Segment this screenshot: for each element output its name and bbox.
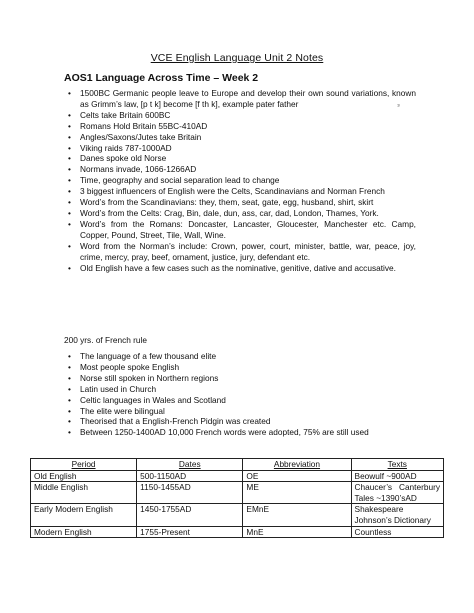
list-item: • Romans Hold Britain 55BC-410AD (64, 121, 416, 132)
cell-period: Early Modern English (31, 504, 137, 526)
aos-bullet-list (64, 88, 416, 273)
cell-period: Modern English (31, 526, 137, 538)
list-item: • Norse still spoken in Northern regions (64, 373, 416, 384)
cell-texts: Chaucer’s Canterbury Tales ~1390’sAD (351, 482, 443, 504)
cell-dates: 1755-Present (137, 526, 243, 538)
list-item: • Most people spoke English (64, 362, 416, 373)
list-item: • Angles/Saxons/Jutes take Britain (64, 132, 416, 143)
header-abbreviation: Abbreviation (243, 459, 351, 471)
list-item: • The language of a few thousand elite (64, 351, 416, 362)
cell-period: Middle English (31, 482, 137, 504)
table-row (31, 482, 444, 504)
table-row (31, 470, 444, 482)
pronunciation-mark: ₃ (397, 101, 400, 108)
table-header-row (31, 459, 444, 471)
list-item: • 3 biggest influencers of English were the Celts, Scandinavians and Norman French (64, 186, 416, 197)
list-item: • Danes spoke old Norse (64, 153, 416, 164)
cell-abbreviation: EMnE (243, 504, 351, 526)
cell-dates: 1150-1455AD (137, 482, 243, 504)
list-item: • The elite were bilingual (64, 406, 416, 417)
list-item: • Old English have a few cases such as the nominative, genitive, dative and accusative. (64, 263, 416, 274)
french-bullet-list (64, 351, 416, 438)
list-item: • Word’s from the Scandinavians: they, them, seat, gate, egg, husband, shirt, skirt (64, 197, 416, 208)
table-row (31, 526, 444, 538)
cell-texts: Countless (351, 526, 443, 538)
section-heading: AOS1 Language Across Time – Week 2 (64, 72, 259, 84)
list-item: • Normans invade, 1066-1266AD (64, 164, 416, 175)
cell-abbreviation: ME (243, 482, 351, 504)
header-dates: Dates (137, 459, 243, 471)
list-item: • Celtic languages in Wales and Scotland (64, 395, 416, 406)
list-item: • Theorised that a English-French Pidgin was created (64, 416, 416, 427)
french-rule-intro: 200 yrs. of French rule (64, 335, 148, 345)
cell-texts: Beowulf ~900AD (351, 470, 443, 482)
list-item: • Viking raids 787-1000AD (64, 143, 416, 154)
cell-dates: 500-1150AD (137, 470, 243, 482)
list-item: • Word from the Norman’s include: Crown, power, court, minister, battle, war, peace, joy, crime, mercy, pray, beef, ornament, justice, jury, defendant etc. (64, 241, 416, 263)
list-item: • Latin used in Church (64, 384, 416, 395)
cell-abbreviation: OE (243, 470, 351, 482)
cell-abbreviation: MnE (243, 526, 351, 538)
header-period: Period (31, 459, 137, 471)
list-item: • Word’s from the Celts: Crag, Bin, dale, dun, ass, car, dad, London, Thames, York. (64, 208, 416, 219)
document-title: VCE English Language Unit 2 Notes (150, 52, 324, 64)
cell-texts: Shakespeare Johnson’s Dictionary (351, 504, 443, 526)
list-item: • Word’s from the Romans: Doncaster, Lancaster, Gloucester, Manchester etc. Camp, Copper, Pound, Street, Tile, Wall, Wine. (64, 219, 416, 241)
list-item: • 1500BC Germanic people leave to Europe and develop their own sound variations, known as Grimm’s law, [p t k] become [f th k], example pater father (64, 88, 416, 110)
table-row (31, 504, 444, 526)
list-item: • Celts take Britain 600BC (64, 110, 416, 121)
cell-period: Old English (31, 470, 137, 482)
cell-dates: 1450-1755AD (137, 504, 243, 526)
header-texts: Texts (351, 459, 443, 471)
english-periods-table (30, 458, 444, 538)
list-item: • Between 1250-1400AD 10,000 French words were adopted, 75% are still used (64, 427, 416, 438)
list-item: • Time, geography and social separation lead to change (64, 175, 416, 186)
